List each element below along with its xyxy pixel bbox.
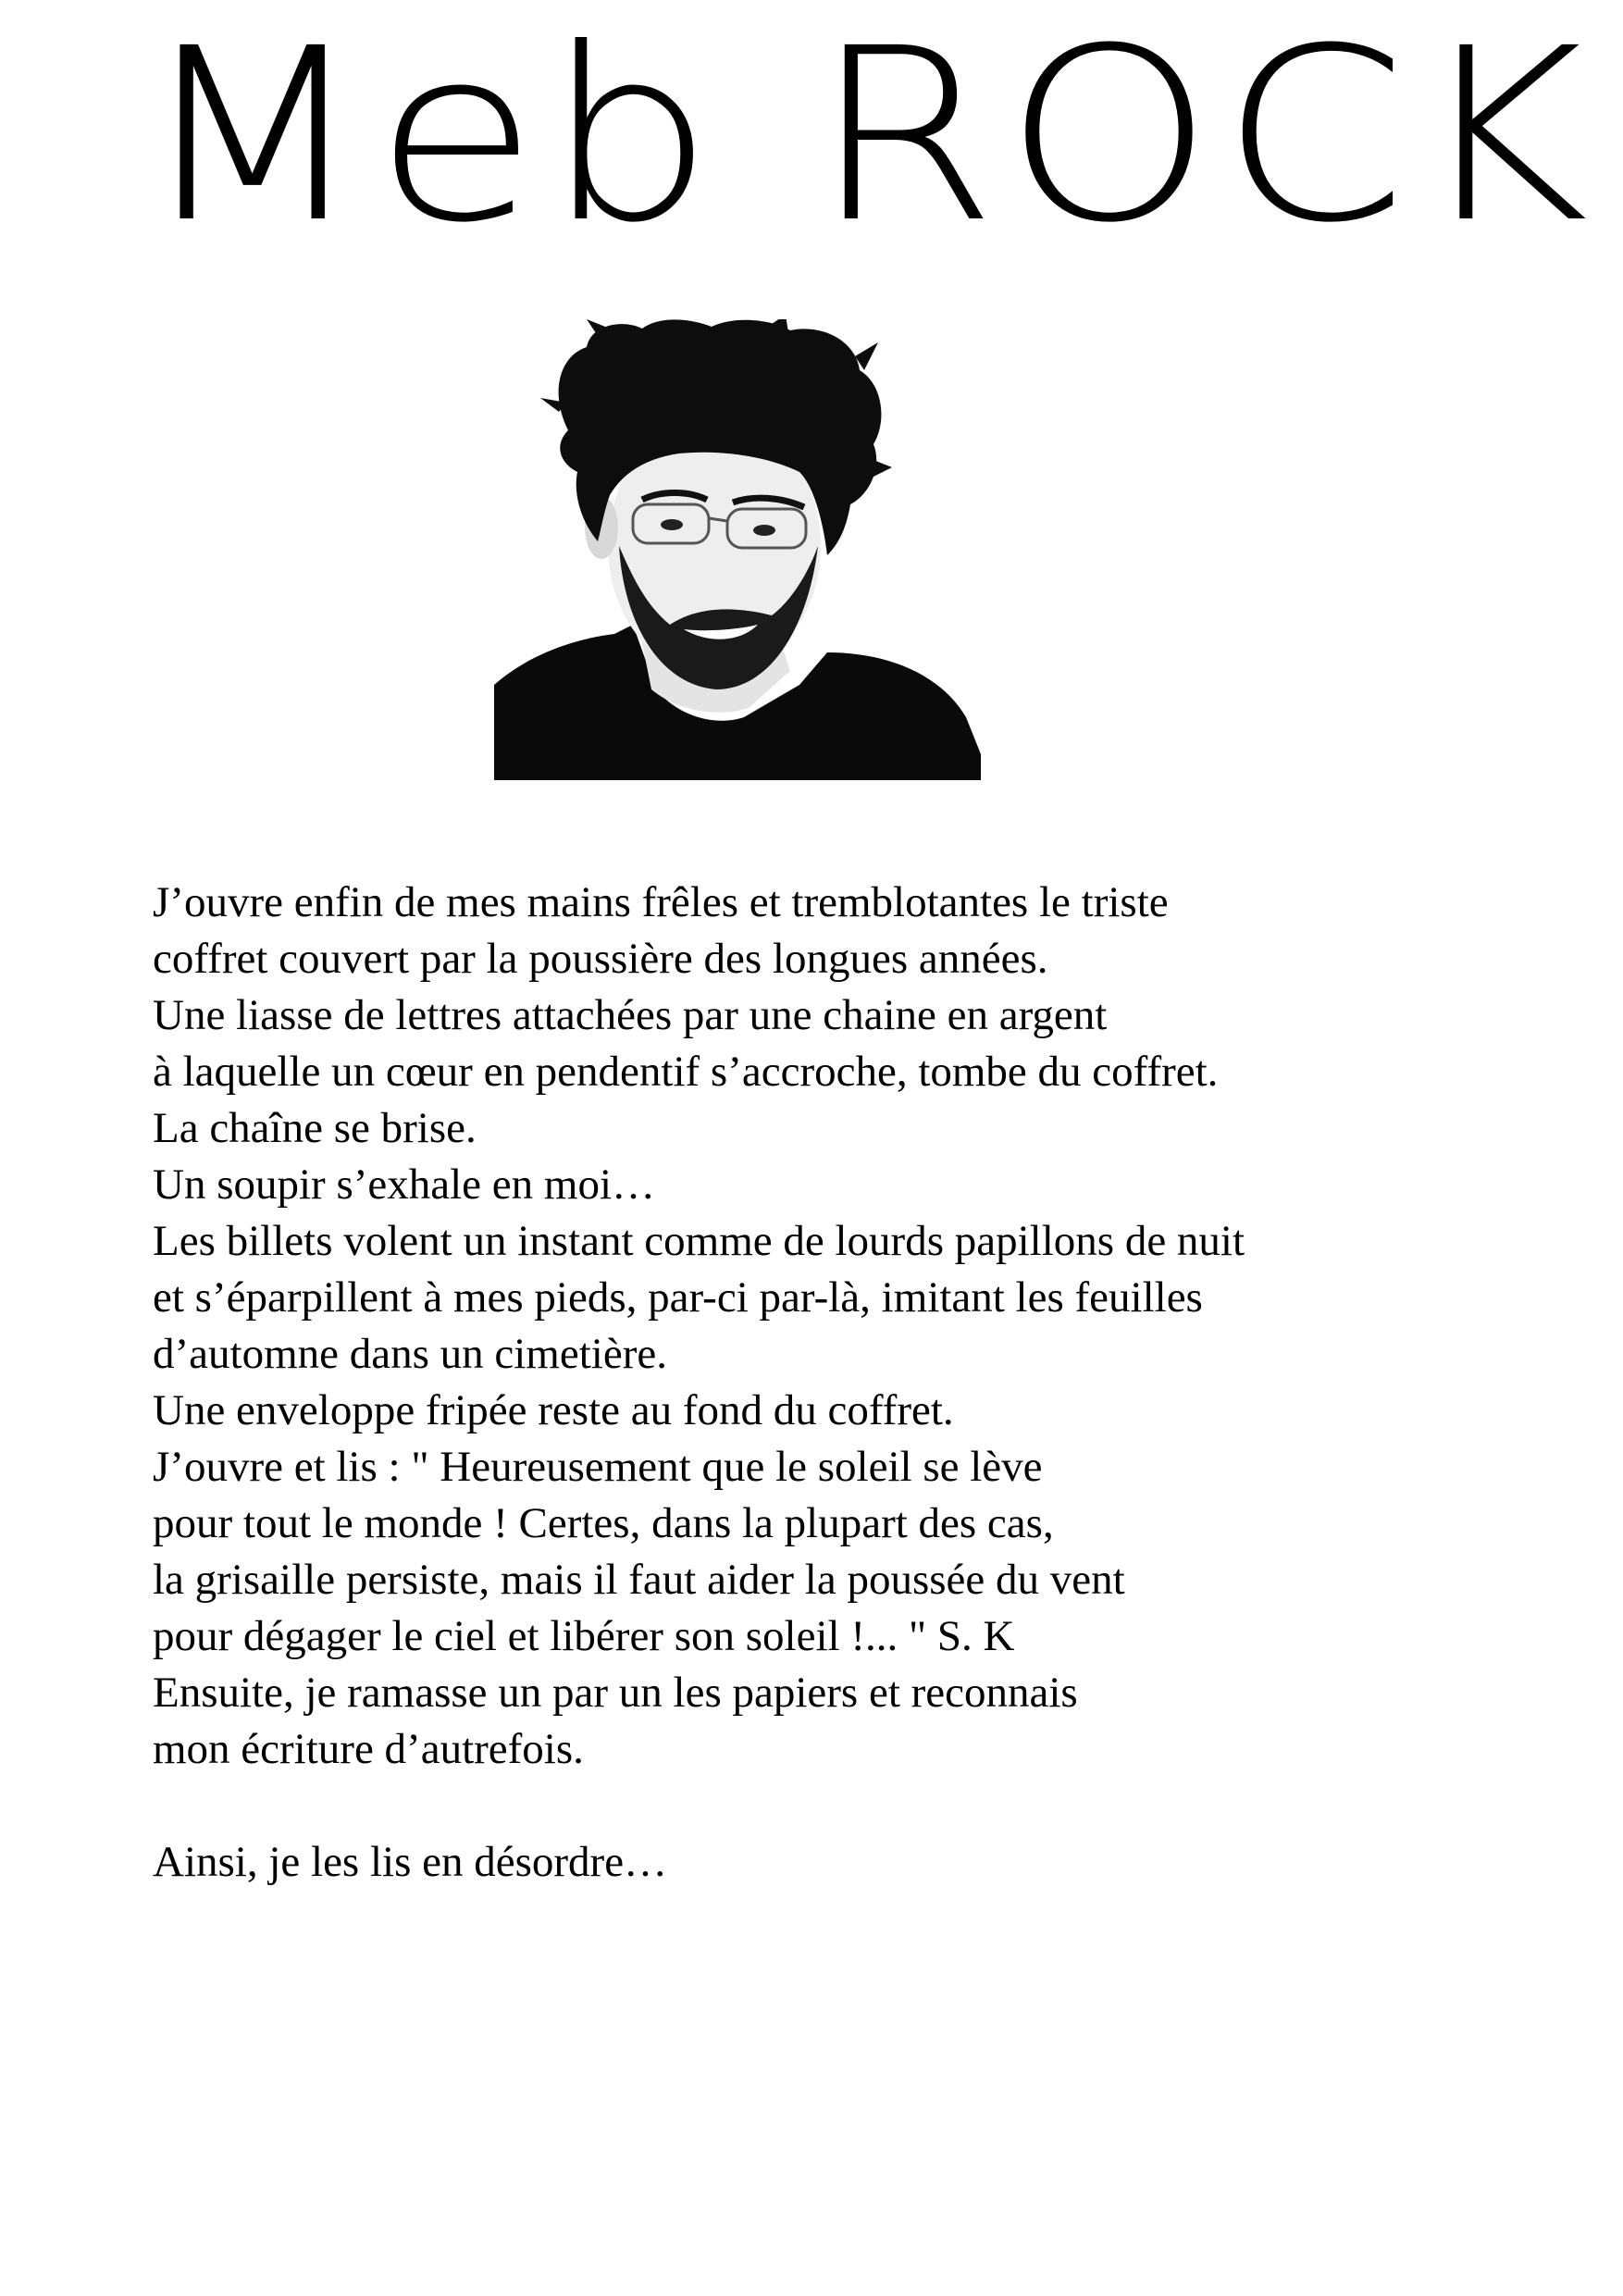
text-line: pour dégager le ciel et libérer son soleil !... " S. K [153,1612,1015,1660]
text-line: J’ouvre et lis : " Heureusement que le soleil se lève [153,1443,1043,1491]
text-line: Ensuite, je ramasse un par un les papiers et reconnais [153,1669,1078,1717]
text-line: Un soupir s’exhale en moi… [153,1160,656,1209]
text-line: Une liasse de lettres attachées par une chaine en argent [153,991,1108,1039]
text-line: Les billets volent un instant comme de lourds papillons de nuit [153,1217,1245,1265]
text-line: J’ouvre enfin de mes mains frêles et tremblotantes le triste [153,878,1169,926]
text-line: coffret couvert par la poussière des longues années. [153,935,1048,983]
text-line: d’automne dans un cimetière. [153,1330,667,1378]
text-line: Une enveloppe fripée reste au fond du coffret. [153,1386,954,1434]
page-title: Meb ROCK [137,0,1595,275]
closing-line: Ainsi, je les lis en désordre… [153,1838,668,1886]
portrait-illustration [494,319,981,780]
author-portrait [494,319,981,780]
text-line: pour tout le monde ! Certes, dans la plupart des cas, [153,1499,1054,1547]
paragraph-spacer [153,1778,1504,1834]
body-text [153,875,1504,1891]
text-line: et s’éparpillent à mes pieds, par-ci par-là, imitant les feuilles [153,1273,1203,1322]
text-line: la grisaille persiste, mais il faut aider la poussée du vent [153,1556,1125,1604]
text-line: à laquelle un cœur en pendentif s’accroche, tombe du coffret. [153,1048,1219,1096]
text-line: La chaîne se brise. [153,1104,477,1152]
text-line: mon écriture d’autrefois. [153,1725,584,1773]
